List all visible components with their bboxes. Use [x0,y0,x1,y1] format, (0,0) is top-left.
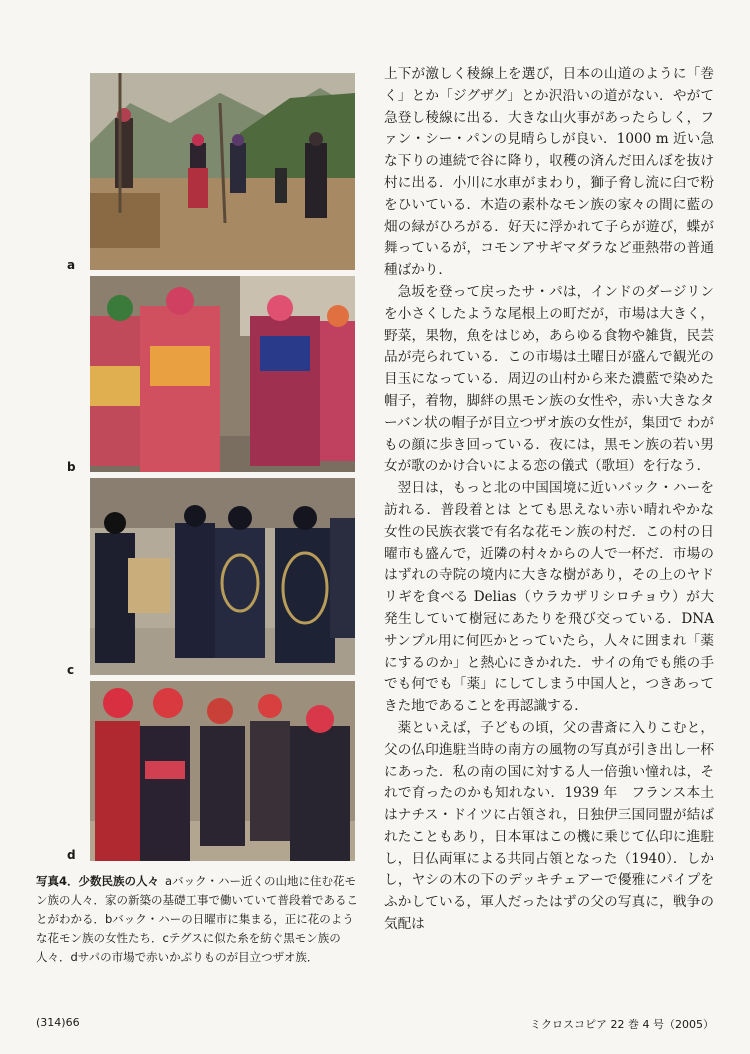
paragraph-3: 翌日は，もっと北の中国国境に近いバック・ハーを訪れる．普段着とは とても思えない赤い晴れやかな女性の民族衣裳で有名な花モン族の村だ．この村の日曜市も盛んで，近隣の村々からの人で一杯だ．市場のはずれの寺院の境内に大きな樹があり，その上のヤドリギを食べる Delias（ウラカザリシロチョウ）が大発生していて樹冠にあたりを飛び交っている．DNA サンプル用に何匹かとっていたら，人々に囲まれ「薬にするのか」と熱心にきかれた．サイの角でも熊の手でも何でも「薬」にしてしまう中国人と，つきあってきた地であることを再認識する． [384,480,714,715]
photo-a [90,73,355,270]
photo-caption [36,872,364,967]
paragraph-4: 薬といえば，子どもの頃，父の書斎に入りこむと，父の仏印進駐当時の南方の風物の写真が引き出し一杯にあった．私の南の国に対する人一倍強い憧れは，それで育ったのかも知れない．1939 年 フランス本土はナチス・ドイツに占領され，日独伊三国同盟が結ばれたこともあり，日本軍はこの機に乗じて仏印に進駐し，日仏両軍による共同占領となった（1940）．しかし，ヤシの木の下のデッキチェアーで優雅にパイプをふかしている，軍人だったはずの父の写真に，戦争の気配は [384,719,714,933]
caption-text: aバック・ハー近くの山地に住む花モン族の人々．家の新築の基礎工事で働いていて普段着であることがわかる．bバック・ハーの日曜市に集まる，正に花のような花モン族の女性たち．cテグスに似た糸を紡ぐ黒モン族の人々．dサパの市場で赤いかぶりものが目立つザオ族． [36,874,358,964]
photo-a-label: a [67,258,76,272]
photo-c-label: c [67,663,75,677]
page-number: (314)66 [36,1016,80,1029]
photo-b-label: b [67,460,76,474]
paragraph-1: 上下が激しく稜線上を選び，日本の山道のように「巻く」とか「ジグザグ」とか沢沿いの道がない．やがて急登し稜線に出る．大きな山火事があったらしく，ファン・シー・パンの見晴らしが良い．1000 m 近い急な下りの連続で谷に降り，収穫の済んだ田んぼを抜け村に出る．小川に水車がまわり，獅子脅し流に臼で粉をひいている．木造の素朴なモン族の家々の間に藍の畑の緑がひろがる．好天に浮かれて子らが遊び，蝶が舞っているが，コモンアサギマダラなど亜熱帯の普通種ばかり． [384,66,714,279]
paragraph-2: 急坂を登って戻ったサ・パは，インドのダージリンを小さくしたような尾根上の町だが，市場は大きく，野菜，果物，魚をはじめ，あらゆる食物や雑貨，民芸品が売られている．この市場は土曜日が盛んで観光の目玉になっている．周辺の山村から来た濃藍で染めた帽子，着物，脚絆の黒モン族の女性や，赤い大きなターバン状の帽子が目立つザオ族の女性が，集団で わがもの顔に歩き回っている．夜には，黒モン族の若い男女が歌のかけ合いによる恋の儀式（歌垣）を行なう． [384,283,714,475]
photo-c [90,478,355,675]
caption-title: 写真4．少数民族の人々 [36,874,160,888]
photo-d [90,681,355,861]
journal-info: ミクロスコピア 22 巻 4 号（2005） [530,1018,714,1031]
photo-d-label: d [67,848,76,862]
body-text [384,64,714,936]
photo-b [90,276,355,472]
